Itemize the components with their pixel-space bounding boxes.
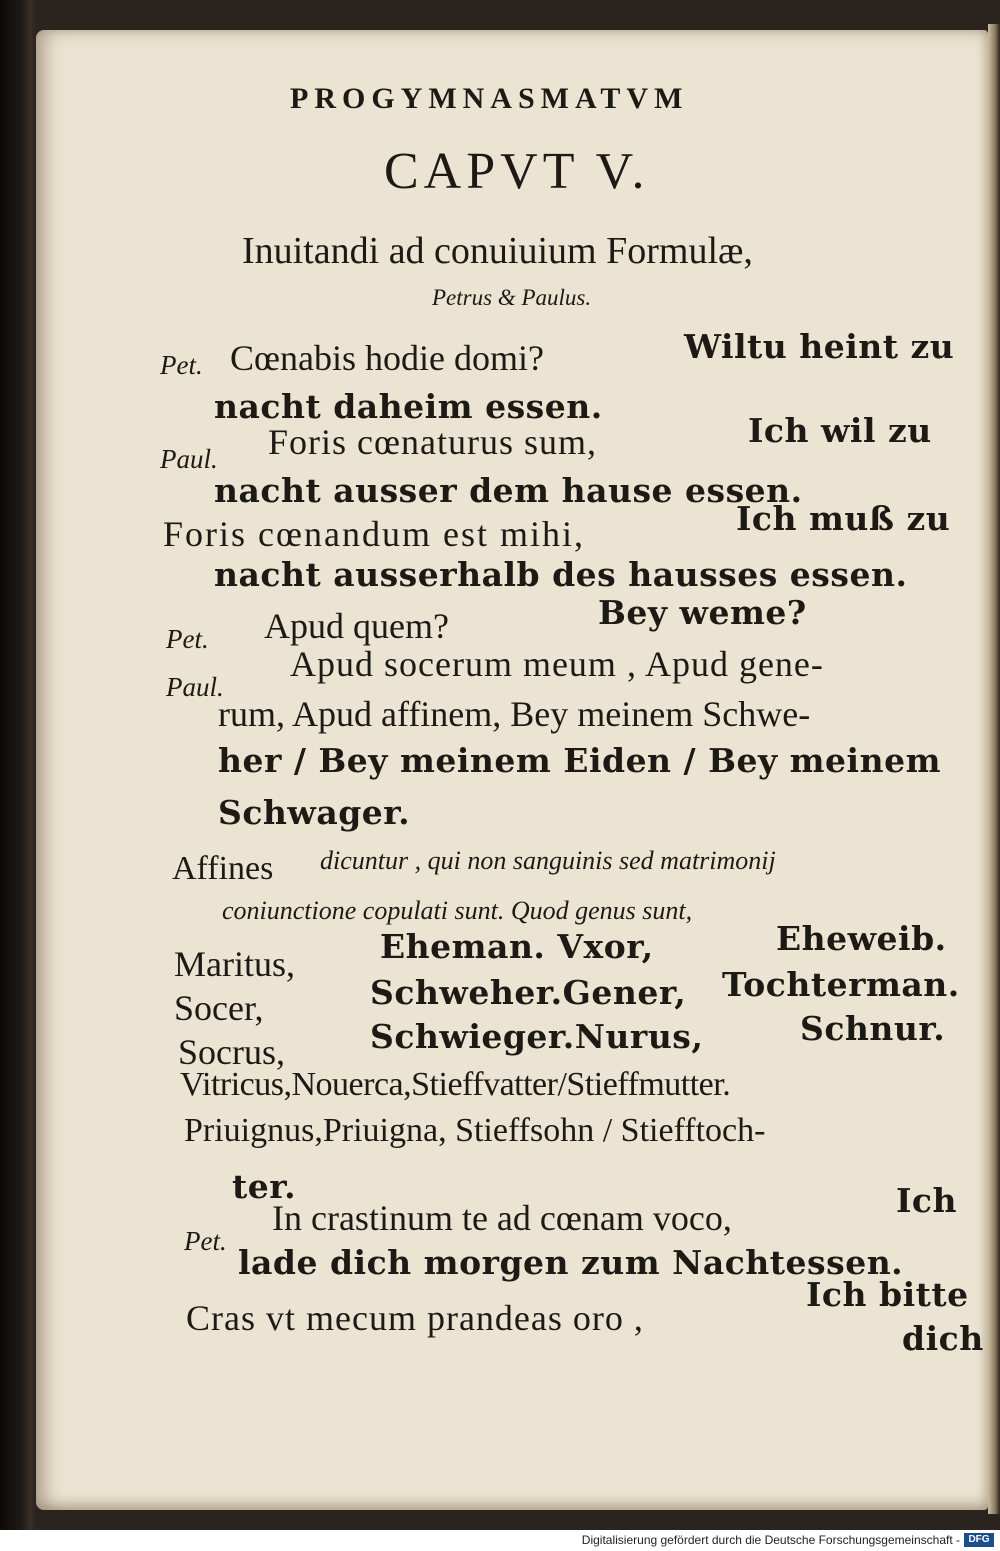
note-text: dicuntur , qui non sanguinis sed matrimonij [320, 846, 776, 875]
latin-text: In crastinum te ad cœnam voco, [272, 1198, 732, 1238]
dfg-logo: DFG [964, 1533, 994, 1547]
speaker-label: Pet. [160, 350, 203, 380]
text-line: Schwager. [218, 793, 411, 832]
section-title: Inuitandi ad conuiuium Formulæ, [242, 230, 753, 272]
chapter-heading: CAPVT V. [384, 143, 650, 200]
german-text: Bey weme? [598, 593, 807, 632]
latin-text: Foris cœnandum est mihi, [163, 514, 585, 554]
latin-text: Cœnabis hodie domi? [230, 338, 544, 378]
german-text: Ich muß zu [736, 499, 951, 538]
text-line: coniunctione copulati sunt. Quod genus sunt, [222, 896, 693, 925]
text-line: lade dich morgen zum Nachtessen. [238, 1243, 904, 1282]
text-line: rum, Apud affinem, Bey meinem Schwe- [218, 694, 811, 734]
german-text: Ich wil zu [748, 411, 932, 450]
vocab-latin: Socrus, [178, 1032, 285, 1072]
latin-text: Cras vt mecum prandeas oro , [186, 1298, 644, 1338]
text-line: nacht ausser dem hause essen. [214, 471, 803, 510]
vocab-german-latin: Eheman. Vxor, [380, 927, 654, 966]
speaker-label: Pet. [184, 1226, 227, 1256]
text-line: Vitricus,Nouerca,Stieffvatter/Stieffmutter. [180, 1066, 731, 1103]
latin-text: Affines [172, 850, 274, 887]
speaker-label: Pet. [166, 624, 209, 654]
running-head: PROGYMNASMATVM [290, 82, 689, 115]
footer-bar [0, 1530, 1000, 1551]
latin-text: Apud socerum meum , Apud gene- [290, 644, 824, 684]
speaker-label: Paul. [160, 444, 218, 474]
speakers-line: Petrus & Paulus. [432, 285, 592, 310]
text-line: nacht daheim essen. [214, 387, 603, 426]
vocab-german: Tochterman. [722, 965, 960, 1004]
text-line: her / Bey meinem Eiden / Bey meinem [218, 741, 941, 780]
vocab-german-latin: Schwieger.Nurus, [370, 1017, 704, 1056]
german-text: Wiltu heint zu [684, 327, 955, 366]
speaker-label: Paul. [166, 672, 224, 702]
text-line: Priuignus,Priuigna, Stieffsohn / Stiefftoch- [184, 1112, 766, 1149]
vocab-latin: Maritus, [174, 944, 295, 984]
german-text: Ich bitte [806, 1275, 969, 1314]
latin-text: Apud quem? [264, 606, 449, 646]
text-line: nacht ausserhalb des hausses essen. [214, 555, 908, 594]
footer-credit: Digitalisierung gefördert durch die Deutsche Forschungsgemeinschaft - [581, 1533, 960, 1547]
vocab-german: Eheweib. [776, 919, 947, 958]
vocab-latin: Socer, [174, 988, 264, 1028]
text-line: ter. [232, 1167, 297, 1206]
german-text: Ich [896, 1181, 958, 1220]
catchword: dich [902, 1319, 984, 1358]
vocab-german-latin: Schweher.Gener, [370, 973, 687, 1012]
page-edge [988, 24, 1000, 1514]
latin-text: Foris cœnaturus sum, [268, 422, 597, 462]
vocab-german: Schnur. [800, 1009, 946, 1048]
